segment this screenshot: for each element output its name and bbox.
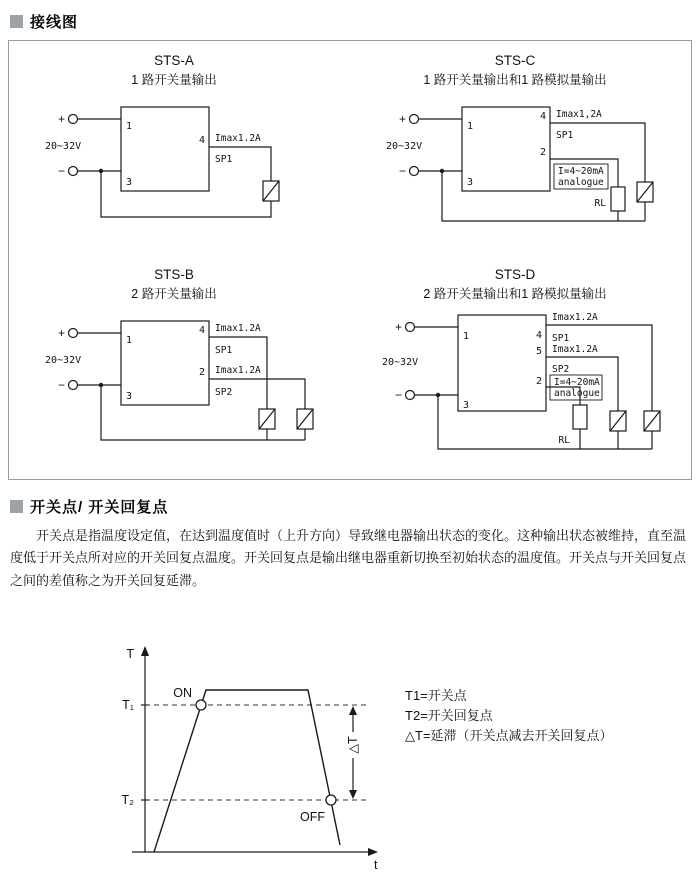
t2-axis-label: T₂ bbox=[121, 793, 134, 808]
sp2-label: SP2 bbox=[215, 387, 233, 398]
pin3-label: 3 bbox=[126, 391, 133, 402]
off-point bbox=[326, 795, 336, 805]
pin4-label: 4 bbox=[539, 111, 546, 122]
diagram-subtitle: 2 路开关量输出和1 路模拟量输出 bbox=[423, 287, 607, 301]
graph-dashed-levels bbox=[145, 705, 368, 800]
wiring-labels bbox=[382, 312, 600, 446]
current-label: I=4~20mA bbox=[558, 166, 604, 177]
rl-label: RL bbox=[558, 435, 570, 446]
sp1-label: SP1 bbox=[556, 130, 574, 141]
pin3-label: 3 bbox=[126, 177, 133, 188]
hysteresis-graph bbox=[20, 642, 680, 877]
t1-axis-label: T₁ bbox=[122, 698, 134, 713]
pin4-label: 4 bbox=[535, 330, 542, 341]
y-axis-label: T bbox=[126, 647, 134, 662]
minus-terminal-label: − bbox=[57, 164, 65, 178]
pin1-label: 1 bbox=[463, 331, 470, 342]
on-label: ON bbox=[173, 686, 192, 701]
section-header-switchpoint bbox=[10, 496, 692, 517]
diagram-title: STS-D bbox=[494, 267, 536, 282]
pin2-label: 2 bbox=[539, 147, 546, 158]
delta-up-arrow-icon bbox=[349, 706, 357, 715]
sp1-label: SP1 bbox=[215, 154, 233, 165]
x-axis-arrow-icon bbox=[368, 848, 378, 856]
delta-t-label: △T bbox=[346, 736, 360, 754]
plus-terminal-label: + bbox=[57, 112, 65, 126]
plus-terminal-label: + bbox=[57, 326, 65, 340]
switchpoint-description: 开关点是指温度设定值，在达到温度值时（上升方向）导致继电器输出状态的变化。这种输出状态被维持，直至温度低于开关点所对应的开关回复点温度。开关回复点是输出继电器重新切换至初始状态的温度值。开关点与开关回复点之间的差值称之为开关回复延滞。 bbox=[10, 528, 687, 588]
legend-t2: T2=开关回复点 bbox=[405, 708, 493, 724]
x-axis-label: t bbox=[374, 858, 378, 873]
pin5-label: 5 bbox=[535, 346, 542, 357]
section-bullet-icon bbox=[10, 15, 23, 28]
diagram-sts-a bbox=[9, 49, 349, 263]
wiring-diagrams-panel bbox=[8, 40, 692, 480]
wiring-lines bbox=[410, 107, 654, 221]
diagram-title: STS-C bbox=[494, 53, 536, 68]
temperature-curve bbox=[154, 690, 340, 852]
section-title-switchpoint: 开关点/ 开关回复点 bbox=[30, 499, 169, 516]
imax1-label: Imax1.2A bbox=[215, 133, 261, 144]
voltage-label: 20~32V bbox=[386, 141, 423, 152]
pin1-label: 1 bbox=[126, 335, 133, 346]
diagram-sts-d bbox=[350, 263, 690, 477]
wiring-lines bbox=[406, 315, 661, 449]
wiring-lines bbox=[69, 107, 280, 217]
pin3-label: 3 bbox=[467, 177, 474, 188]
diagram-sts-c bbox=[350, 49, 690, 263]
plus-terminal-label: + bbox=[398, 112, 406, 126]
section-bullet-icon bbox=[10, 500, 23, 513]
pin2-label: 2 bbox=[198, 367, 205, 378]
graph-labels bbox=[122, 647, 379, 872]
imax2-label: Imax1.2A bbox=[215, 365, 261, 376]
wiring-lines bbox=[69, 321, 314, 440]
diagram-title: STS-B bbox=[154, 267, 194, 282]
analogue-label: analogue bbox=[558, 177, 604, 188]
off-label: OFF bbox=[300, 810, 325, 825]
sp1-label: SP1 bbox=[215, 345, 233, 356]
sp2-label: SP2 bbox=[552, 364, 570, 375]
imax1-label: Imax1.2A bbox=[552, 312, 598, 323]
y-axis-arrow-icon bbox=[141, 646, 149, 656]
section-title-wiring: 接线图 bbox=[30, 14, 79, 31]
minus-terminal-label: − bbox=[398, 164, 406, 178]
delta-t-dimension bbox=[346, 706, 360, 799]
pin2-label: 2 bbox=[535, 376, 542, 387]
rl-label: RL bbox=[594, 198, 606, 209]
imax1-label: Imax1.2A bbox=[215, 323, 261, 334]
voltage-label: 20~32V bbox=[45, 141, 82, 152]
analogue-label: analogue bbox=[554, 388, 600, 399]
delta-down-arrow-icon bbox=[349, 790, 357, 799]
diagram-sts-b bbox=[9, 263, 349, 477]
diagram-subtitle: 2 路开关量输出 bbox=[131, 287, 217, 301]
imax1-label: Imax1,2A bbox=[556, 109, 602, 120]
diagram-subtitle: 1 路开关量输出 bbox=[131, 73, 217, 87]
on-point bbox=[196, 700, 206, 710]
graph-axes bbox=[132, 646, 378, 856]
pin4-label: 4 bbox=[198, 325, 205, 336]
diagram-title: STS-A bbox=[154, 53, 194, 68]
imax2-label: Imax1.2A bbox=[552, 344, 598, 355]
current-label: I=4~20mA bbox=[554, 377, 600, 388]
minus-terminal-label: − bbox=[57, 378, 65, 392]
section-header-wiring bbox=[10, 11, 692, 32]
wiring-labels bbox=[45, 112, 261, 188]
sp1-label: SP1 bbox=[552, 333, 570, 344]
pin4-label: 4 bbox=[198, 135, 205, 146]
pin3-label: 3 bbox=[463, 400, 470, 411]
pin1-label: 1 bbox=[467, 121, 474, 132]
legend-dt: △T=延滞（开关点减去开关回复点） bbox=[405, 728, 613, 744]
minus-terminal-label: − bbox=[394, 388, 402, 402]
pin1-label: 1 bbox=[126, 121, 133, 132]
voltage-label: 20~32V bbox=[45, 355, 82, 366]
plus-terminal-label: + bbox=[394, 320, 402, 334]
diagram-subtitle: 1 路开关量输出和1 路模拟量输出 bbox=[423, 73, 607, 87]
graph-legend bbox=[405, 688, 613, 743]
legend-t1: T1=开关点 bbox=[405, 688, 467, 704]
voltage-label: 20~32V bbox=[382, 357, 419, 368]
